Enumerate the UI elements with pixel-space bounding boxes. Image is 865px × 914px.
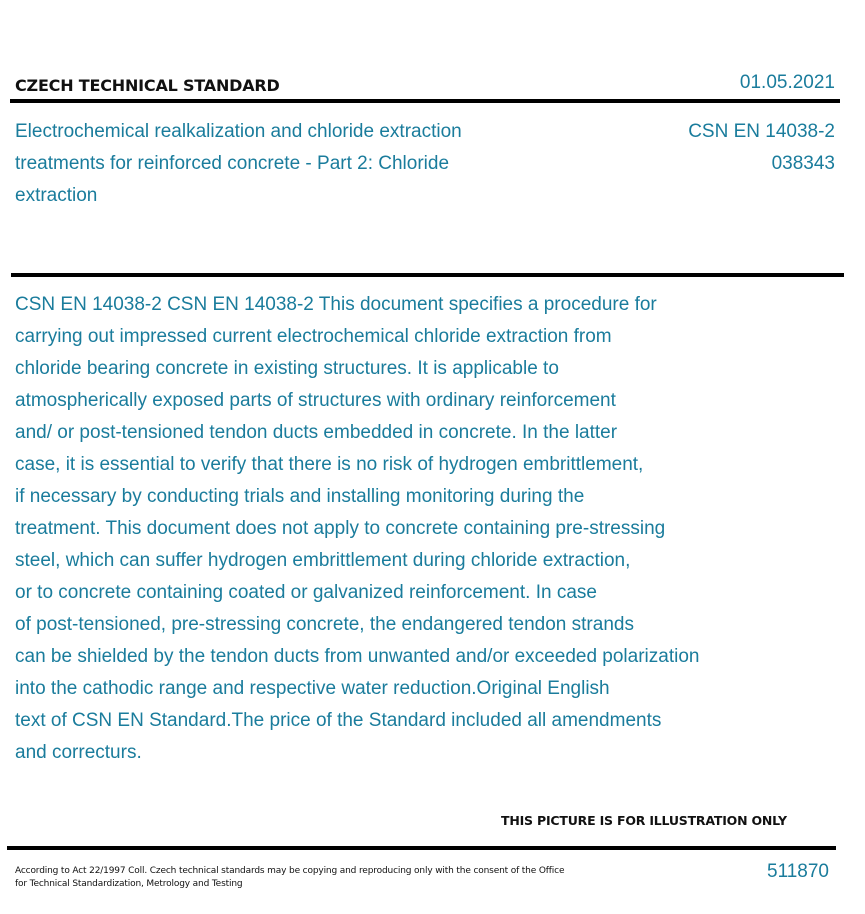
standard-description: CSN EN 14038-2 CSN EN 14038-2 This document specifies a procedure for carrying out impressed current electrochemical chloride extraction from chloride bearing concrete in existing structures. It is applicable to atmospherically exposed parts of structures with ordinary reinforcement and/ or post-tensioned tendon ducts embedded in concrete. In the latter case, it is essential to verify that there is no risk of hydrogen embrittlement, if necessary by conducting trials and installing monitoring during the treatment. This document does not apply to concrete containing pre-stressing steel, which can suffer hydrogen embrittlement during chloride extraction, or to concrete containing coated or galvanized reinforcement. In case of post-tensioned, pre-stressing concrete, the endangered tendon strands can be shielded by the tendon ducts from unwanted and/or exceeded polarization into the cathodic range and respective water reduction.Original English text of CSN EN Standard.The price of the Standard included all amendments and correcturs.	[15, 294, 700, 763]
publication-date: 01.05.2021	[739, 72, 835, 93]
document-number: 511870	[767, 861, 829, 882]
standard-codes	[688, 116, 835, 180]
illustration-note: THIS PICTURE IS FOR ILLUSTRATION ONLY	[501, 813, 787, 828]
document-type-label: CZECH TECHNICAL STANDARD	[15, 76, 280, 95]
standard-code: CSN EN 14038-2	[688, 121, 835, 142]
title-divider	[11, 273, 844, 277]
footer-divider	[7, 846, 836, 850]
legal-note: According to Act 22/1997 Coll. Czech technical standards may be copying and reproducing only with the consent of the Office for Technical Standardization, Metrology and Testing	[15, 866, 565, 889]
header-divider	[10, 99, 840, 103]
standard-title: Electrochemical realkalization and chloride extraction treatments for reinforced concrete - Part 2: Chloride extraction	[15, 121, 462, 206]
catalog-number: 038343	[771, 153, 835, 174]
